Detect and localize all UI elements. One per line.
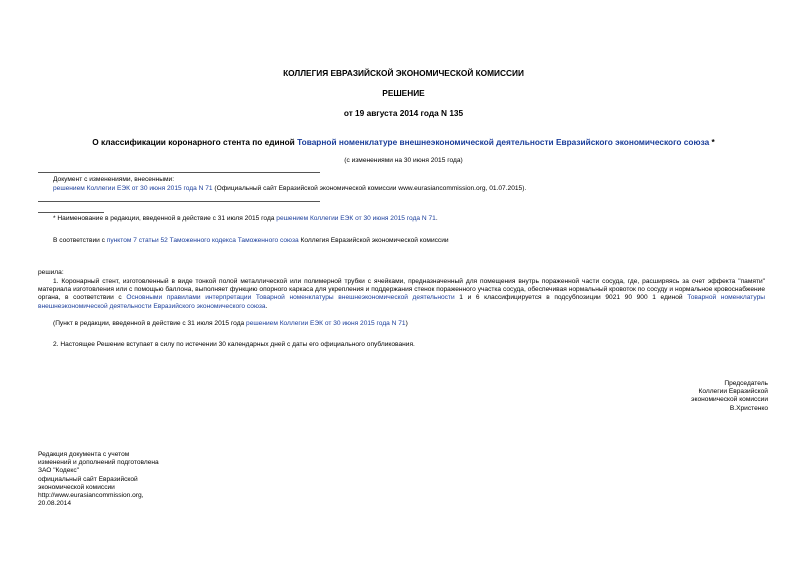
edition-date: 20.08.2014 [38, 500, 72, 508]
paragraph-1-note-suffix: ) [405, 320, 408, 327]
signature-name: В.Христенко [729, 404, 768, 412]
doc-type: РЕШЕНИЕ [382, 88, 425, 98]
edition-line: Редакция документа с учетом [38, 451, 130, 458]
preamble-suffix: Коллегия Евразийской экономической комиссии [298, 237, 449, 244]
preamble-prefix: В соответствии с [53, 237, 107, 244]
edition-note [38, 451, 159, 508]
preamble [53, 237, 449, 245]
signature-block [691, 380, 768, 413]
paragraph-2: 2. Настоящее Решение вступает в силу по истечении 30 календарных дней с даты его официального опубликования. [53, 341, 415, 348]
doc-title-suffix: * [709, 137, 715, 147]
edition-line: официальный сайт Евразийской [38, 475, 138, 483]
changes-label: Документ с изменениями, внесенными: [53, 176, 175, 183]
paragraph-1 [38, 278, 765, 311]
doc-date-number: от 19 августа 2014 года N 135 [343, 108, 464, 118]
paragraph-1-text-b: 1 и 6 классифицируется в подсубпозиции 9021 90 900 1 единой [454, 294, 688, 302]
title-tnved-link[interactable]: Товарной номенклатуре внешнеэкономической деятельности Евразийского экономического союза [297, 137, 710, 147]
footnote [53, 215, 438, 223]
paragraph-1-text-c: . [265, 302, 268, 310]
signature-line: Председатель [724, 380, 768, 387]
footnote-prefix: * Наименование в редакции, введенной в действие с 31 июля 2015 года [53, 215, 277, 222]
divider [38, 172, 320, 173]
changes-decision-link[interactable]: решением Коллегии ЕЭК от 30 июня 2015 года N 71 [53, 185, 213, 192]
customs-code-link[interactable]: пунктом 7 статьи 52 Таможенного кодекса Таможенного союза [106, 237, 299, 244]
interpretation-rules-link[interactable]: Основными правилами интерпретации Товарной номенклатуры внешнеэкономической деятельности [126, 294, 455, 302]
paragraph-1-note [53, 320, 408, 328]
footnote-divider [38, 212, 104, 213]
edition-url: http://www.eurasiancommission.org, [38, 492, 144, 500]
divider [38, 201, 320, 202]
paragraph-1-note-link[interactable]: решением Коллегии ЕЭК от 30 июня 2015 года N 71 [246, 320, 406, 327]
edition-line: ЗАО "Кодекс" [38, 467, 80, 475]
footnote-suffix: . [435, 215, 438, 222]
org-title: КОЛЛЕГИЯ ЕВРАЗИЙСКОЙ ЭКОНОМИЧЕСКОЙ КОМИССИИ [283, 68, 524, 78]
signature-line: экономической комиссии [691, 396, 768, 404]
tnved-link[interactable]: Товарной номенклатуры внешнеэкономической деятельности Евразийского экономического союза [38, 294, 765, 310]
footnote-decision-link[interactable]: решением Коллегии ЕЭК от 30 июня 2015 года N 71 [276, 215, 436, 222]
amendments-note: (с изменениями на 30 июня 2015 года) [344, 157, 463, 164]
signature-line: Коллегии Евразийской [698, 388, 768, 396]
changes-item [53, 185, 526, 193]
paragraph-1-text-a: 1. Коронарный стент, изготовленный в виде тонкой полой металлической или полимерной трубки с ячейками, предназначенный для помещения внутрь пораженной части сосуда, где, расширяясь за счет эффекта "памяти" материала изготовления или с помощью баллона, выполняет функцию опорного каркаса для укрепления и поддержания стенок пораженного участка сосуда, обеспечивая нормальный кровоток по сосуду и нормальное кровоснабжение органа, в соответствии с [38, 278, 765, 302]
decided-label: решила: [38, 269, 64, 276]
doc-title-prefix: О классификации коронарного стента по единой [92, 137, 298, 147]
doc-title [0, 137, 807, 147]
edition-line: экономической комиссии [38, 483, 115, 491]
changes-source: (Официальный сайт Евразийской экономической комиссии www.eurasiancommission.org, 01.07.2015). [212, 185, 527, 192]
edition-line: изменений и дополнений подготовлена [38, 459, 159, 467]
paragraph-1-note-prefix: (Пункт в редакции, введенной в действие с 31 июля 2015 года [53, 320, 247, 327]
